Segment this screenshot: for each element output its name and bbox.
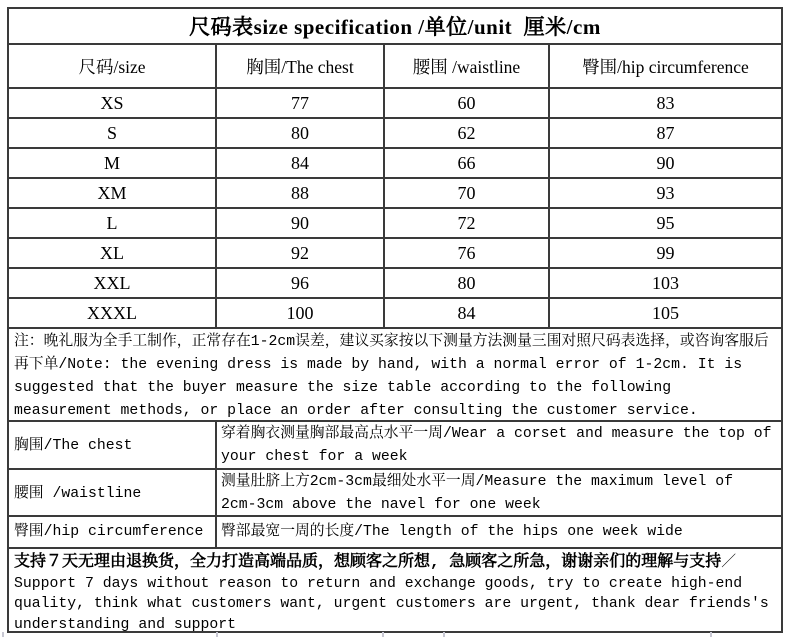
hip-cell: 93 bbox=[656, 182, 675, 203]
size-cell: L bbox=[9, 209, 217, 237]
bottom-gridline-tick bbox=[710, 632, 712, 637]
size-row-xxl bbox=[9, 269, 781, 299]
size-spec-table bbox=[7, 7, 783, 633]
size-row-l bbox=[9, 209, 781, 239]
waist-cell: 66 bbox=[385, 149, 550, 177]
header-cell-size: 尺码/size bbox=[9, 45, 217, 87]
waist-cell: 62 bbox=[385, 119, 550, 147]
hip-cell: 83 bbox=[656, 92, 675, 113]
table-title: 尺码表size specification /单位/unit 厘米/cm bbox=[9, 9, 781, 45]
waist-cell: 76 bbox=[385, 239, 550, 267]
size-cell: XL bbox=[9, 239, 217, 267]
hip-cell: 95 bbox=[656, 212, 675, 233]
waist-cell: 80 bbox=[385, 269, 550, 297]
size-cell: XXXL bbox=[9, 299, 217, 327]
size-cell: M bbox=[9, 149, 217, 177]
support-text bbox=[9, 549, 781, 631]
hip-cell: 103 bbox=[652, 272, 679, 293]
size-row-s bbox=[9, 119, 781, 149]
hip-cell: 90 bbox=[656, 152, 675, 173]
chest-cell: 92 bbox=[217, 239, 385, 267]
chest-cell: 88 bbox=[217, 179, 385, 207]
size-row-m bbox=[9, 149, 781, 179]
header-cell-chest: 胸围/The chest bbox=[217, 45, 385, 87]
waist-cell: 60 bbox=[385, 89, 550, 117]
support-text-en: ／Support 7 days without reason to return and exchange goods, try to create high-end quality, think what customers want, urgent customers are urgent, thank dear friends's understanding and support bbox=[14, 555, 769, 633]
measurement-row-waistline bbox=[9, 470, 781, 517]
hip-cell: 105 bbox=[652, 302, 679, 323]
header-cell-hip: 臀围/hip circumference bbox=[582, 56, 749, 77]
size-row-xm bbox=[9, 179, 781, 209]
waist-cell: 72 bbox=[385, 209, 550, 237]
size-row-xl bbox=[9, 239, 781, 269]
size-cell: S bbox=[9, 119, 217, 147]
measurement-label: 臀围/hip circumference bbox=[9, 517, 217, 547]
size-cell: XM bbox=[9, 179, 217, 207]
bottom-gridline-tick bbox=[382, 632, 384, 637]
measurement-label: 腰围 /waistline bbox=[9, 470, 217, 518]
bottom-gridline-tick bbox=[2, 632, 4, 637]
chest-cell: 96 bbox=[217, 269, 385, 297]
hip-cell: 87 bbox=[656, 122, 675, 143]
hip-cell: 99 bbox=[656, 242, 675, 263]
measurement-desc: 臀部最宽一周的长度/The length of the hips one week wide bbox=[221, 523, 683, 540]
chest-cell: 90 bbox=[217, 209, 385, 237]
measurement-desc: 测量肚脐上方2cm-3cm最细处水平一周/Measure the maximum level of 2cm-3cm above the navel for one week bbox=[221, 474, 734, 513]
chest-cell: 80 bbox=[217, 119, 385, 147]
size-cell: XXL bbox=[9, 269, 217, 297]
waist-cell: 70 bbox=[385, 179, 550, 207]
size-cell: XS bbox=[9, 89, 217, 117]
chest-cell: 84 bbox=[217, 149, 385, 177]
note-text: 注：晚礼服为全手工制作，正常存在1-2cm误差，建议买家按以下测量方法测量三围对照尺码表选择，或咨询客服后再下单/Note: the evening dress is made by hand, with a normal error of 1-2cm. It is suggested that the buyer measure the size table according to the following measurement methods, or place an order after consulting the customer service. bbox=[9, 329, 781, 422]
measurement-row-hip bbox=[9, 517, 781, 549]
bottom-gridline-tick bbox=[216, 632, 218, 637]
waist-cell: 84 bbox=[385, 299, 550, 327]
size-row-xxxl bbox=[9, 299, 781, 329]
header-cell-waistline: 腰围 /waistline bbox=[385, 45, 550, 87]
chest-cell: 100 bbox=[217, 299, 385, 327]
header-row bbox=[9, 45, 781, 89]
chest-cell: 77 bbox=[217, 89, 385, 117]
measurement-label: 胸围/The chest bbox=[9, 422, 217, 470]
size-row-xs bbox=[9, 89, 781, 119]
support-text-cn: 支持７天无理由退换货，全力打造高端品质，想顾客之所想, 急顾客之所急，谢谢亲们的理解与支持 bbox=[14, 553, 722, 571]
measurement-desc: 穿着胸衣测量胸部最高点水平一周/Wear a corset and measure the top of your chest for a week bbox=[221, 426, 772, 465]
bottom-gridline-tick bbox=[443, 632, 445, 637]
measurement-row-chest bbox=[9, 422, 781, 470]
